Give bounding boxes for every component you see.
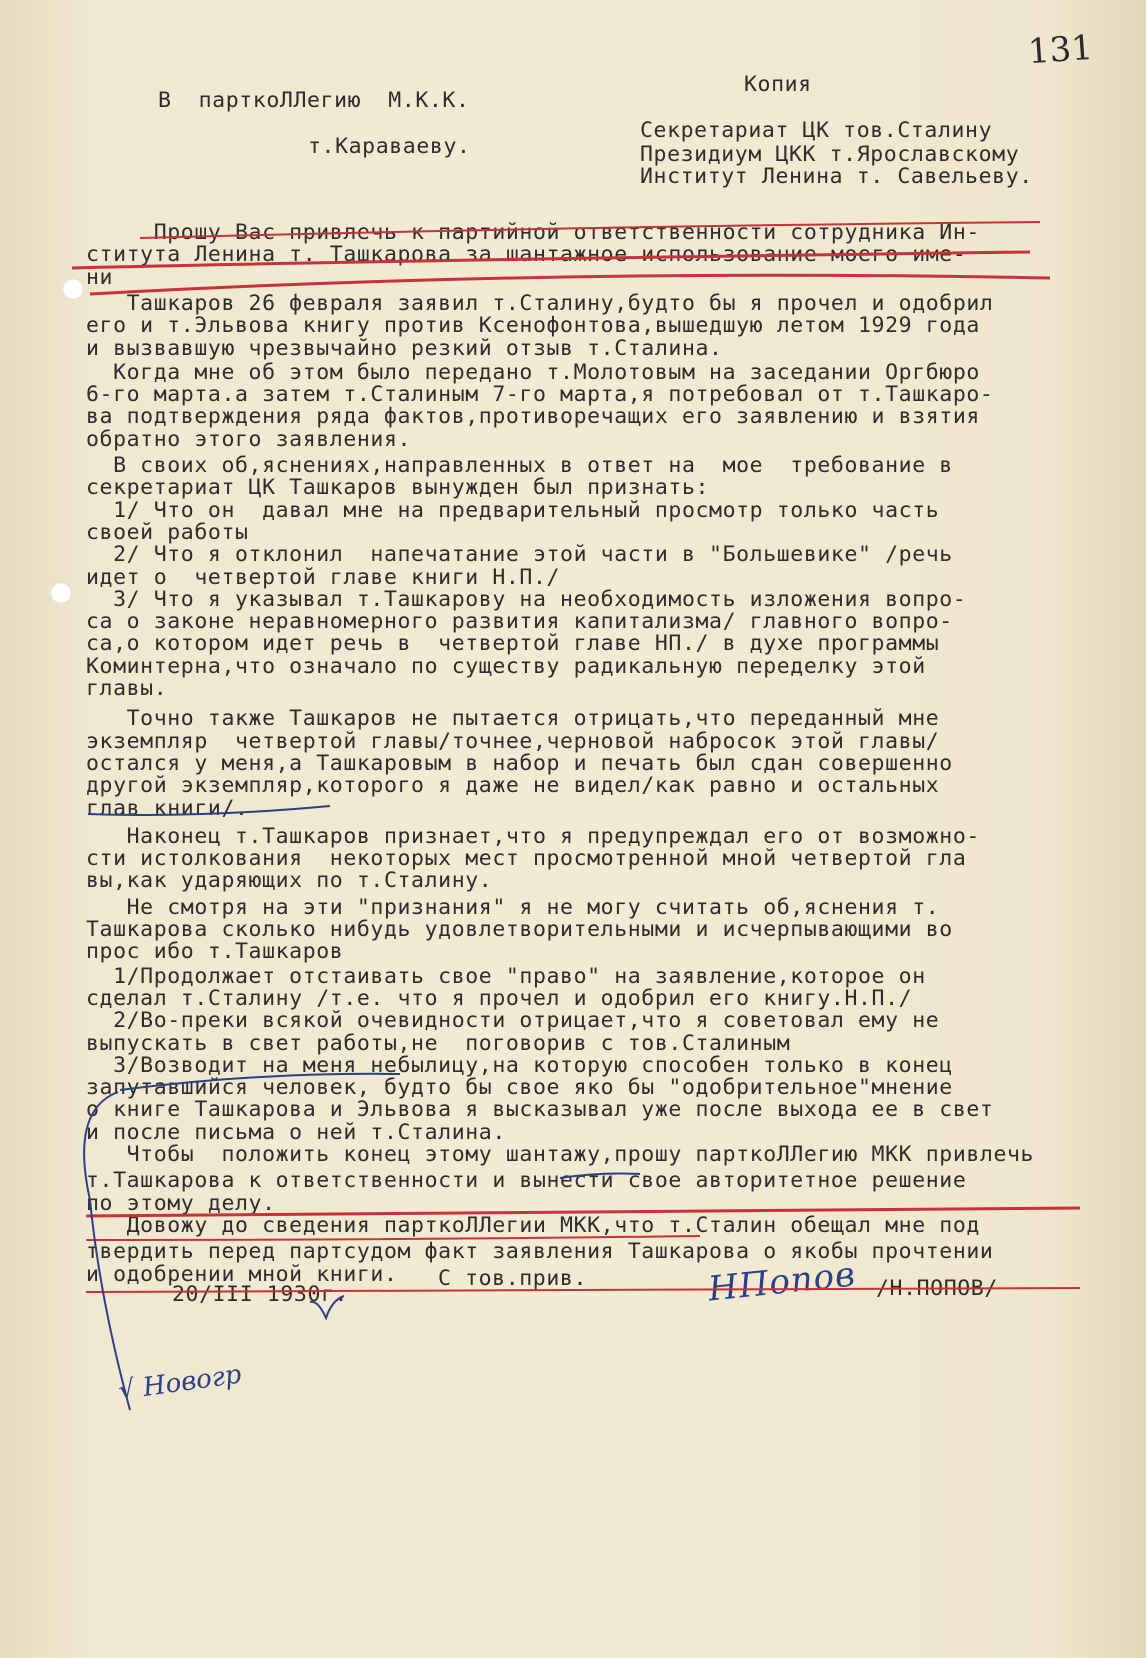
body-line: Прошу Вас привлечь к партийной ответственности сотрудника Ин- [86,220,980,245]
body-line: секретариат ЦК Ташкаров вынужден был признать: [86,475,710,501]
body-line: ститута Ленина т. Ташкарова за шантажное использование моего име- [86,242,967,268]
body-line: 3/Возводит на меня небылицу,на которую способен только в конец [86,1052,953,1078]
body-line: главы. [86,676,168,701]
body-line: остался у меня,а Ташкаровым в набор и печать был сдан совершенно [86,750,953,776]
body-line: Когда мне об этом было передано т.Молотовым на заседании Оргбюро [86,359,980,385]
body-line: сделал т.Сталину /т.е. что я прочел и одобрил его книгу.Н.П./ [86,985,913,1011]
body-line: глав книги/. [86,795,249,821]
body-line: Довожу до сведения парткоЛЛегии МКК,что т.Сталин обещал мне под [86,1212,980,1238]
body-line: выпускать в свет работы,не поговорив с тов.Сталиным [86,1030,791,1056]
red-underline-1 [72,252,1030,268]
body-line: 1/ Что он давал мне на предварительный просмотр только часть [86,497,940,523]
body-line: о книге Ташкарова и Эльвова я высказывал уже после выхода ее в свет [86,1097,994,1123]
body-line: по этому делу. [86,1190,276,1216]
body-line: своей работы [86,519,249,545]
body-line: ни [86,264,114,290]
body-line: экземпляр четвертой главы/точнее,черновой набросок этой главы/ [86,728,940,754]
body-line: твердить перед партсудом факт заявления Ташкарова о якобы прочтении [86,1239,994,1265]
body-line: запутавшийся человек, будто бы свое яко бы "одобрительное"мнение [86,1075,953,1101]
body-line: Коминтерна,что означало по существу радикальную переделку этой [86,653,926,679]
body-line: и после письма о ней т.Сталина. [86,1119,506,1145]
addressee-party-collegium: В парткоЛЛегию М.К.К. [158,88,470,113]
red-underline-4 [86,1208,1080,1216]
blue-margin-line [84,1092,130,1410]
body-line: идет о четвертой главе книги Н.П./ [86,564,561,590]
body-line: 6-го марта.а затем т.Сталиным 7-го марта,я потребовал от т.Ташкаро- [86,382,994,408]
blue-underline-slander [120,1074,400,1090]
body-line: т.Ташкарова к ответственности и вынести свое авторитетное решение [86,1168,967,1194]
red-underline-6 [86,1288,1080,1292]
body-line: Наконец т.Ташкаров признает,что я предупреждал его от возможно- [86,823,980,849]
addressee-karavaev: т.Караваеву. [308,134,471,159]
body-line: другой экземпляр,которого я даже не видел/как равно и остальных [86,773,940,799]
body-line: Ташкарова сколько нибудь удовлетворительными и исчерпывающими во [86,917,953,942]
body-line: прос ибо т.Ташкаров [86,939,344,965]
body-line: са,о котором идет речь в четвертой главе НП./ в духе программы [86,631,940,657]
blue-insert-mark [310,1296,344,1318]
body-line: и одобрении мной книги. [86,1261,398,1287]
archive-page-number: 131 [1026,27,1095,73]
closing-greeting: С тов.прив. [438,1266,587,1291]
body-line: сти истолкования некоторых мест просмотренной мной четвертой гла [86,846,967,872]
body-line: Точно также Ташкаров не пытается отрицать,что переданный мне [86,706,940,732]
body-line: Чтобы положить конец этому шантажу,прошу парткоЛЛегию МКК привлечь [86,1142,1035,1167]
body-line: 2/Во-преки всякой очевидности отрицает,что я советовал ему не [86,1008,940,1034]
blue-underline-other-copy [88,806,330,815]
body-line: Ташкаров 26 февраля заявил т.Сталину,будто бы я прочел и одобрил [86,290,994,316]
red-underline-5 [86,1236,700,1240]
body-line: В своих об,яснениях,направленных в ответ на мое требование в [86,453,953,478]
body-line: ва подтверждения ряда фактов,противоречащих его заявлению и взятия [86,404,980,430]
body-line: его и т.Эльвова книгу против Ксенофонтова,вышедшую летом 1929 года [86,313,980,339]
copy-mark: Копия [744,72,812,97]
body-line: и вызвавшую чрезвычайно резкий отзыв т.Сталина. [86,335,723,361]
addressee-lenin-institute: Институт Ленина т. Савельеву. [640,164,1033,189]
red-underline-2 [140,222,1040,238]
body-line: са о законе неравномерного развития капитализма/ главного вопро- [86,609,953,635]
letter-date: 20/III 1930г. [172,1282,349,1307]
addressee-presidium: Президиум ЦКК т.Ярославскому [640,142,1020,167]
body-line: 2/ Что я отклонил напечатание этой части в "Большевике" /речь [86,542,953,568]
handwritten-signature: НПопов [706,1254,858,1310]
red-underline-3 [90,275,1050,294]
body-line: Не смотря на эти "признания" я не могу считать об,яснения т. [86,894,940,920]
body-line: 3/ Что я указывал т.Ташкарову на необходимость изложения вопро- [86,586,967,612]
body-line: вы,как ударяющих по т.Сталину. [86,868,493,894]
margin-note: √ Новогр [116,1359,244,1407]
body-line: 1/Продолжает отстаивать свое "право" на заявление,которое он [86,963,926,989]
blue-underline-blackmail [560,1174,640,1179]
body-line: обратно этого заявления. [86,426,412,452]
signature-name: /Н.ПОПОВ/ [876,1276,998,1301]
addressee-secretariat: Секретариат ЦК тов.Сталину [640,118,993,143]
